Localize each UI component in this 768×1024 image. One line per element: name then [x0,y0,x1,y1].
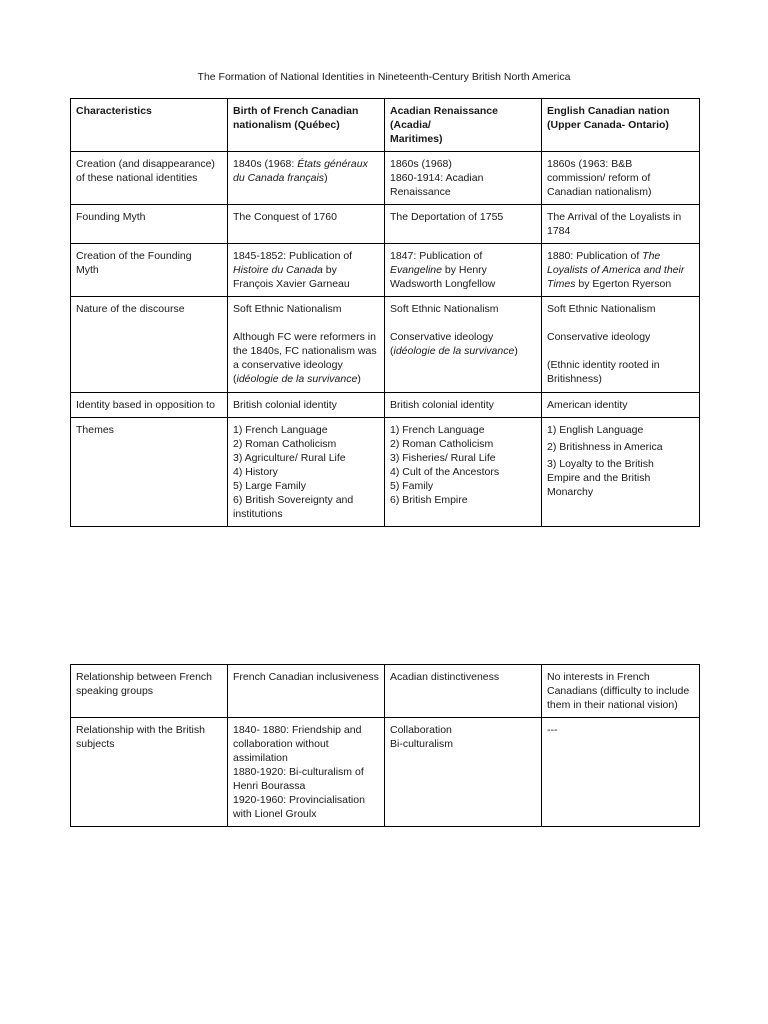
cell-french-canadian: 1840- 1880: Friendship and collaboration without assimilation 1880-1920: Bi-culturalism of Henri Bourassa 1920-1960: Provincialisation with Lionel Groulx [228,718,385,827]
document-title: The Formation of National Identities in Nineteenth-Century British North America [197,71,571,83]
cell-acadian: British colonial identity [385,393,542,418]
table-row [71,665,700,718]
table-row [71,205,700,244]
cell-english-canadian: The Arrival of the Loyalists in 1784 [542,205,700,244]
row-label: Nature of the discourse [71,297,228,393]
cell-french-canadian: 1845-1852: Publication of Histoire du Canada by François Xavier Garneau [228,244,385,297]
row-label: Identity based in opposition to [71,393,228,418]
row-label: Creation of the Founding Myth [71,244,228,297]
cell-acadian: 1) French Language 2) Roman Catholicism 3) Fisheries/ Rural Life 4) Cult of the Ancestors 5) Family 6) British Empire [385,418,542,527]
cell-english-canadian: Soft Ethnic Nationalism Conservative ideology (Ethnic identity rooted in Britishness) [542,297,700,393]
row-label: Themes [71,418,228,527]
cell-english-canadian: 1) English Language 2) Britishness in America 3) Loyalty to the British Empire and the British Monarchy [542,418,700,527]
row-label: Relationship with the British subjects [71,718,228,827]
cell-english-canadian: --- [542,718,700,827]
cell-english-canadian: No interests in French Canadians (difficulty to include them in their national vision) [542,665,700,718]
relationships-table [70,664,700,827]
header-french-canadian: Birth of French Canadian nationalism (Québec) [228,99,385,152]
cell-french-canadian: Soft Ethnic Nationalism Although FC were reformers in the 1840s, FC nationalism was a conservative ideology (idéologie de la survivance) [228,297,385,393]
cell-acadian: Acadian distinctiveness [385,665,542,718]
header-characteristics: Characteristics [71,99,228,152]
table-row [71,418,700,527]
row-label: Relationship between French speaking groups [71,665,228,718]
cell-acadian: Collaboration Bi-culturalism [385,718,542,827]
cell-french-canadian: The Conquest of 1760 [228,205,385,244]
cell-french-canadian: 1) French Language 2) Roman Catholicism 3) Agriculture/ Rural Life 4) History 5) Large Family 6) British Sovereignty and institutions [228,418,385,527]
cell-french-canadian: 1840s (1968: États généraux du Canada français) [228,152,385,205]
identities-table [70,98,700,527]
table-row [71,152,700,205]
header-acadian: Acadian Renaissance (Acadia/ Maritimes) [385,99,542,152]
cell-english-canadian: 1880: Publication of The Loyalists of America and their Times by Egerton Ryerson [542,244,700,297]
header-english-canadian: English Canadian nation (Upper Canada- Ontario) [542,99,700,152]
table-header-row [71,99,700,152]
table-row [71,244,700,297]
table-row [71,393,700,418]
cell-french-canadian: British colonial identity [228,393,385,418]
cell-acadian: 1860s (1968) 1860-1914: Acadian Renaissance [385,152,542,205]
cell-french-canadian: French Canadian inclusiveness [228,665,385,718]
table-row [71,297,700,393]
cell-english-canadian: 1860s (1963: B&B commission/ reform of Canadian nationalism) [542,152,700,205]
row-label: Creation (and disappearance) of these national identities [71,152,228,205]
cell-acadian: 1847: Publication of Evangeline by Henry Wadsworth Longfellow [385,244,542,297]
cell-acadian: The Deportation of 1755 [385,205,542,244]
table-row [71,718,700,827]
cell-acadian: Soft Ethnic Nationalism Conservative ideology (idéologie de la survivance) [385,297,542,393]
row-label: Founding Myth [71,205,228,244]
cell-english-canadian: American identity [542,393,700,418]
